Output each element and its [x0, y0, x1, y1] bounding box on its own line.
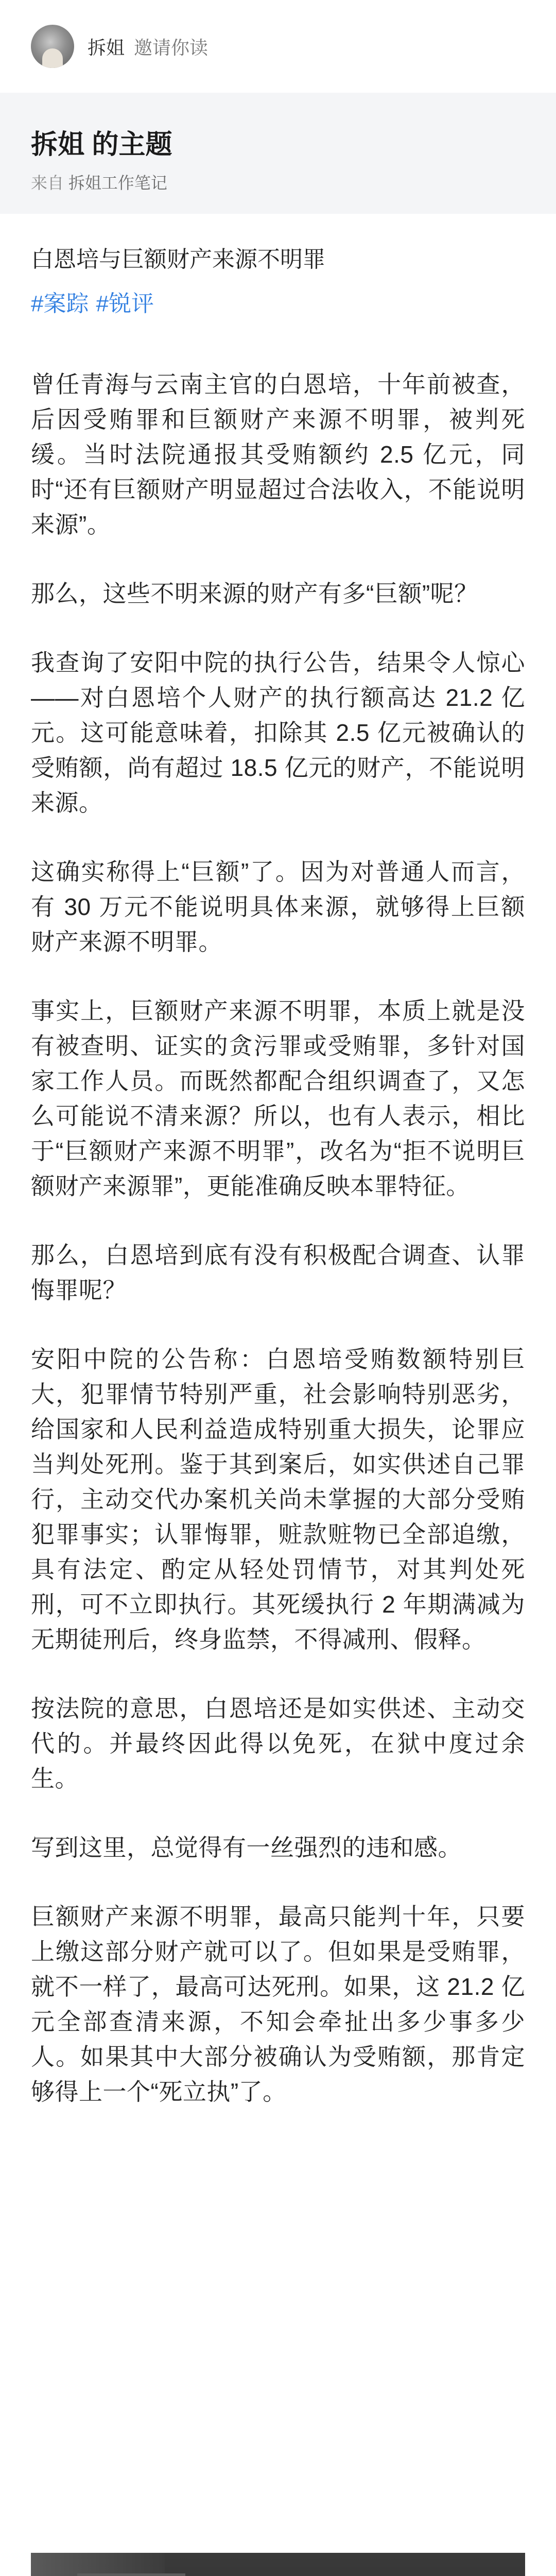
- paragraph: 那么，白恩培到底有没有积极配合调查、认罪悔罪呢？: [31, 1242, 525, 1303]
- paragraph: 曾任青海与云南主官的白恩培，十年前被查，后因受贿罪和巨额财产来源不明罪，被判死缓。当时法院通报其受贿额约 2.5 亿元，同时“还有巨额财产明显超过合法收入，不能说明来源”。: [31, 371, 525, 538]
- post-content: [31, 242, 525, 2109]
- source-prefix: 来自: [31, 174, 64, 192]
- image-background: [31, 2553, 165, 2576]
- paragraph: 事实上，巨额财产来源不明罪，本质上就是没有被查明、证实的贪污罪或受贿罪，多针对国家工作人员。而既然都配合组织调查了，又怎么可能说不清来源？所以，也有人表示，相比于“巨额财产来源不明罪”，改名为“拒不说明巨额财产来源罪”，更能准确反映本罪特征。: [31, 997, 525, 1199]
- tag-link[interactable]: #案踪: [31, 291, 89, 316]
- topic-title: 拆姐 的主题: [31, 130, 172, 160]
- post-image[interactable]: [31, 2553, 525, 2576]
- tag-list: [31, 286, 525, 321]
- tag-link[interactable]: #锐评: [96, 291, 154, 316]
- post-title: 白恩培与巨额财产来源不明罪: [31, 247, 325, 272]
- paragraph: 按法院的意思，白恩培还是如实供述、主动交代的。并最终因此得以免死，在狱中度过余生。: [31, 1695, 525, 1792]
- paragraph: 这确实称得上“巨额”了。因为对普通人而言，有 30 万元不能说明具体来源，就够得上巨额财产来源不明罪。: [31, 858, 525, 955]
- paragraph: 那么，这些不明来源的财产有多“巨额”呢？: [31, 580, 478, 607]
- topic-header: [0, 93, 556, 214]
- paragraph: 安阳中院的公告称：白恩培受贿数额特别巨大，犯罪情节特别严重，社会影响特别恶劣，给国家和人民利益造成特别重大损失，论罪应当判处死刑。鉴于其到案后，如实供述自己罪行，主动交代办案机关尚未掌握的大部分受贿犯罪事实；认罪悔罪，赃款赃物已全部追缴，具有法定、酌定从轻处罚情节，对其判处死刑，可不立即执行。其死缓执行 2 年期满减为无期徒刑后，终身监禁，不得减刑、假释。: [31, 1346, 525, 1653]
- source-name-link[interactable]: 拆姐工作笔记: [68, 174, 167, 192]
- top-bar: [0, 0, 556, 93]
- user-name[interactable]: 拆姐: [88, 37, 125, 58]
- paragraph: 巨额财产来源不明罪，最高只能判十年，只要上缴这部分财产就可以了。但如果是受贿罪，就不一样了，最高可达死刑。如果，这 21.2 亿元全部查清来源，不知会牵扯出多少事多少人。如果其中大部分被确认为受贿额，那肯定够得上一个“死立执”了。: [31, 1903, 525, 2105]
- name-plate: [77, 2573, 185, 2576]
- paragraph: 我查询了安阳中院的执行公告，结果令人惊心——对白恩培个人财产的执行额高达 21.2 亿元。这可能意味着，扣除其 2.5 亿元被确认的受贿额，尚有超过 18.5 亿元的财产，不能说明来源。: [31, 649, 525, 816]
- paragraph: 写到这里，总觉得有一丝强烈的违和感。: [31, 1834, 462, 1861]
- invite-text: 邀请你读: [134, 37, 208, 58]
- avatar[interactable]: [31, 25, 74, 68]
- topic-source: [31, 170, 167, 194]
